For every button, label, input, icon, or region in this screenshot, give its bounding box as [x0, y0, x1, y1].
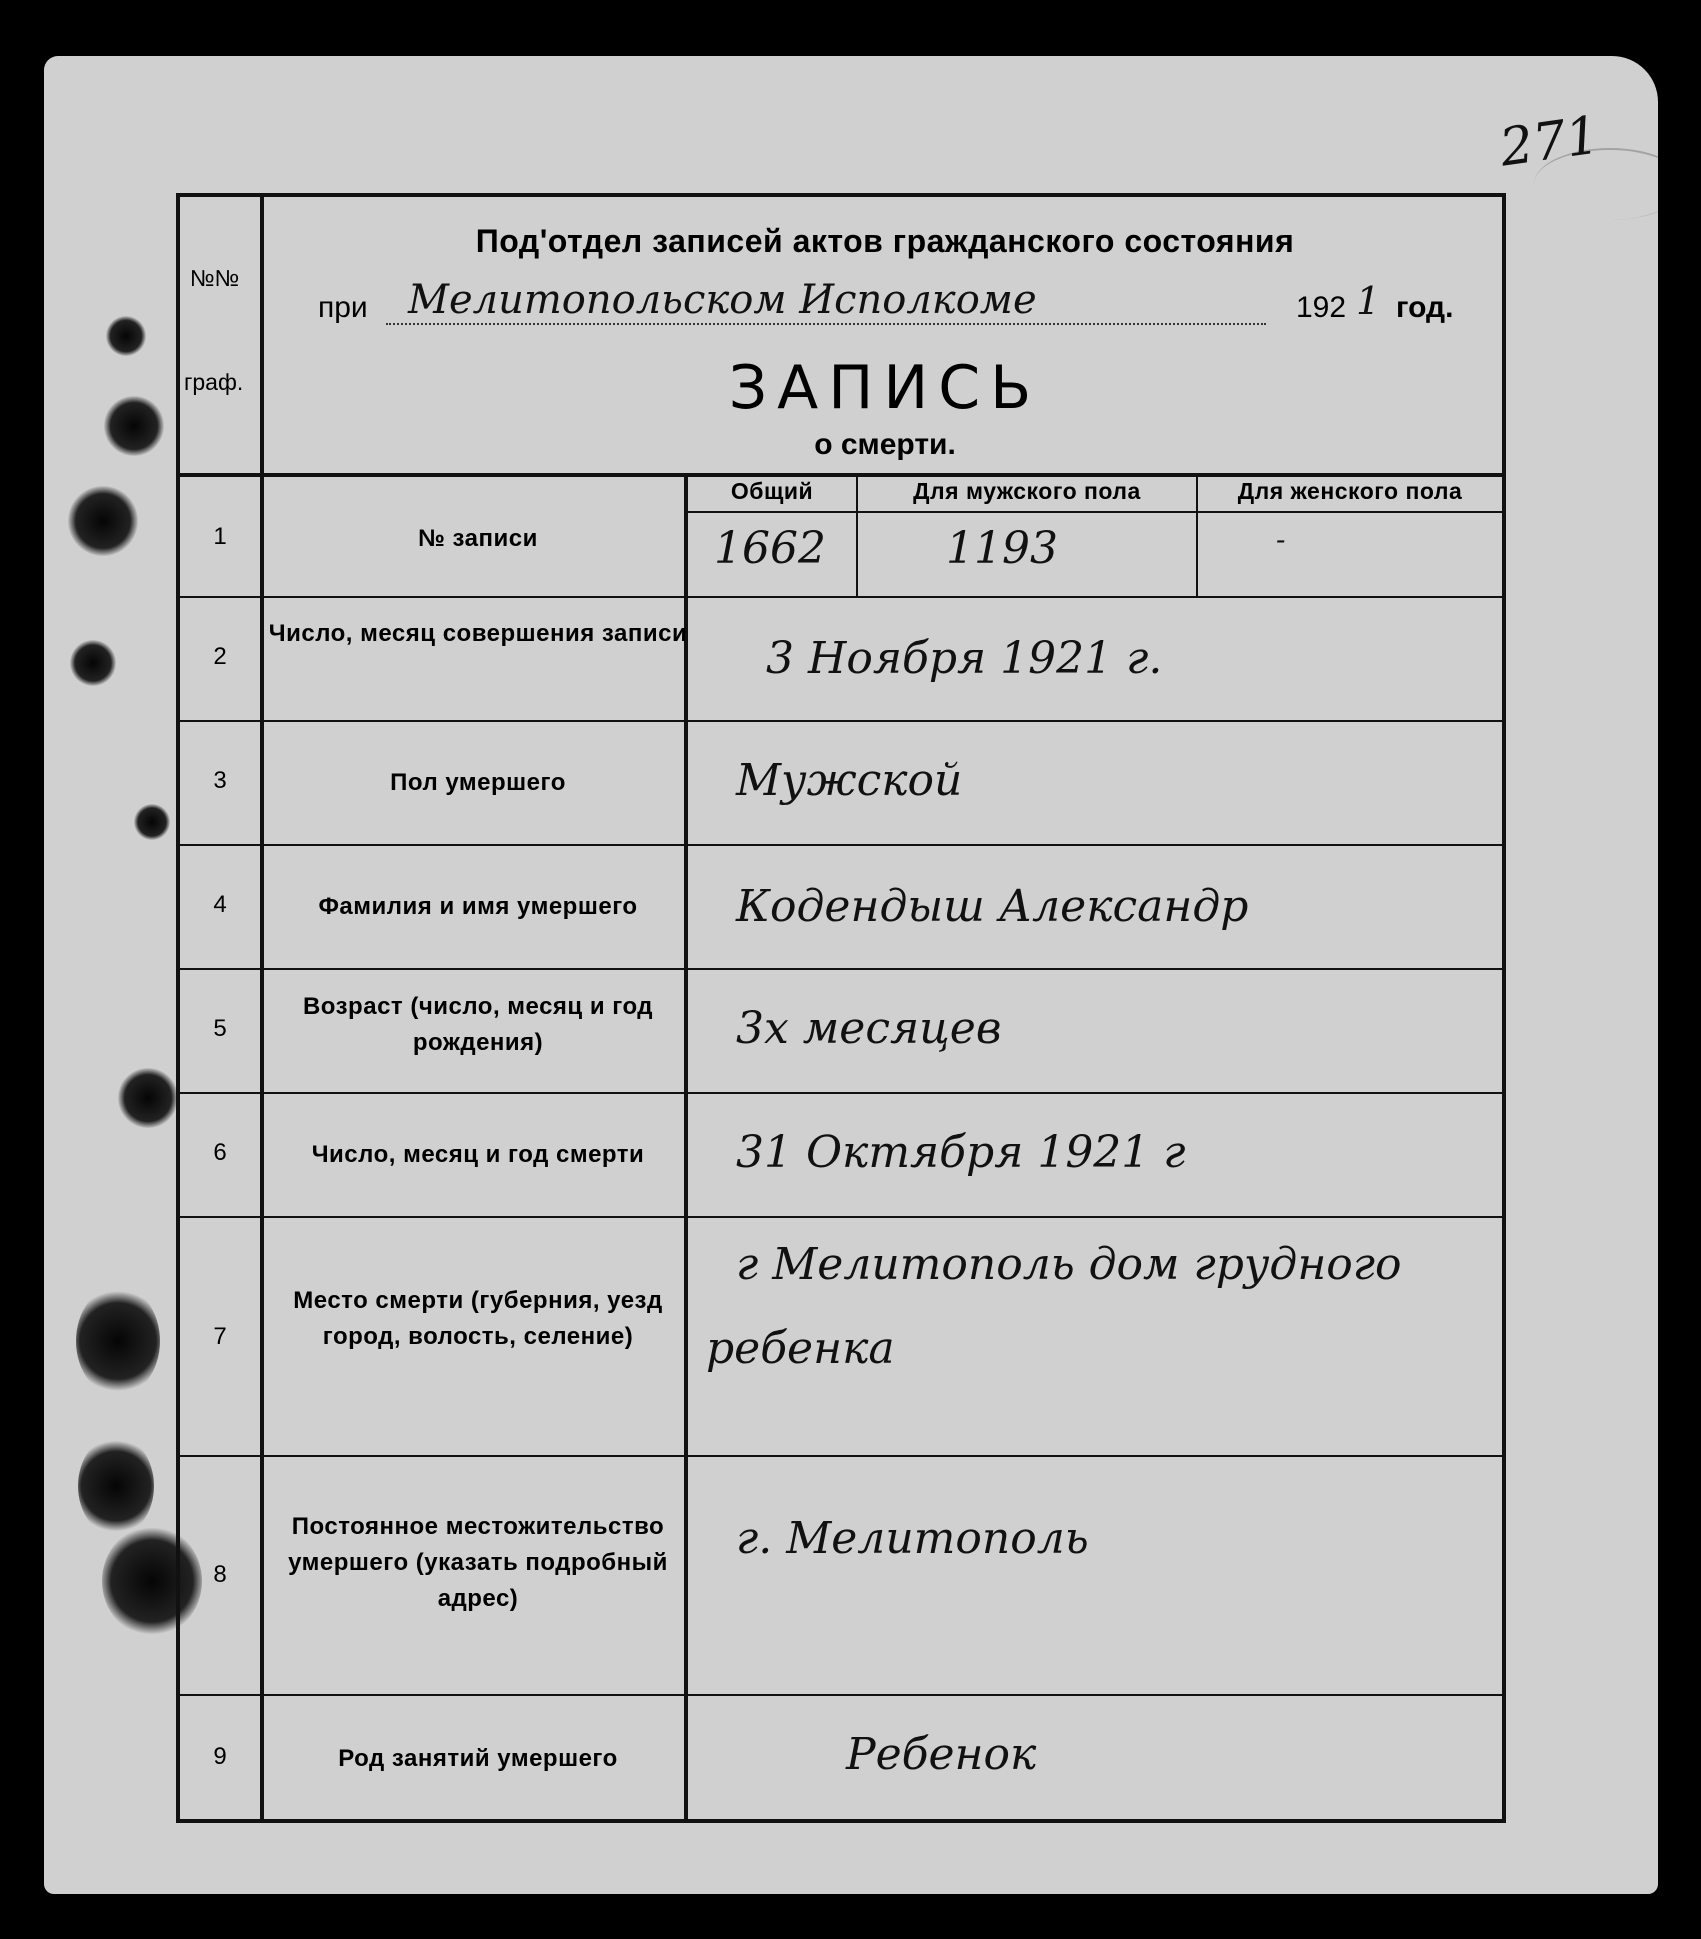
num-label-top: №№: [190, 265, 240, 291]
record-number-female: -: [1276, 523, 1286, 556]
col-header-female: Для женского пола: [1237, 478, 1463, 504]
punch-hole: [118, 1068, 178, 1128]
form-title: ЗАПИСЬ: [728, 353, 1042, 423]
deceased-name-value: Кодендыш Александр: [736, 881, 1249, 932]
record-number-male: 1193: [946, 523, 1058, 574]
row-divider: [176, 596, 1506, 598]
row-label: Число, месяц и год смерти: [311, 1141, 645, 1168]
year-digit-handwritten: 1: [1356, 279, 1381, 323]
row-number: 8: [213, 1561, 227, 1588]
row-divider: [176, 1455, 1506, 1457]
row-divider: [176, 720, 1506, 722]
row-number: 2: [213, 643, 227, 670]
frame-bottom: [176, 1819, 1506, 1823]
row-label: Число, месяц совершения записи: [268, 620, 688, 647]
pri-label: при: [318, 291, 368, 324]
punch-hole: [134, 804, 170, 840]
colhead-divider: [688, 511, 1506, 513]
year-prefix: 192: [1296, 291, 1347, 324]
punch-hole: [70, 640, 116, 686]
form-subtitle: о смерти.: [814, 428, 956, 461]
punch-hole: [78, 1436, 154, 1536]
row-divider: [176, 1694, 1506, 1696]
death-date-value: 31 Октября 1921 г: [736, 1127, 1186, 1178]
row-number: 9: [213, 1743, 227, 1770]
office-name-dotted-line: [386, 323, 1266, 325]
row-number: 3: [213, 767, 227, 794]
death-place-value-line2: ребенка: [706, 1323, 895, 1374]
row-divider: [176, 844, 1506, 846]
sex-value: Мужской: [736, 755, 963, 806]
row-label: Род занятий умершего: [338, 1745, 618, 1772]
record-number-total: 1662: [714, 523, 826, 574]
page-number: 271: [1496, 105, 1603, 179]
punch-hole: [76, 1286, 160, 1396]
row-number: 1: [213, 523, 227, 550]
row-number: 4: [213, 891, 227, 918]
header-divider: [176, 473, 1506, 477]
death-record-form: [176, 193, 1506, 1823]
row-label: Фамилия и имя умершего: [318, 893, 638, 920]
row-label: Постоянное местожительство умершего (указать подробный адрес): [288, 1513, 668, 1612]
row-divider: [176, 1092, 1506, 1094]
death-place-value-line1: г Мелитополь дом грудного: [736, 1239, 1402, 1290]
residence-value: г. Мелитополь: [736, 1513, 1089, 1564]
row-divider: [176, 968, 1506, 970]
row-label: № записи: [418, 525, 538, 552]
row-number: 5: [213, 1015, 227, 1042]
graph-number-header: [176, 193, 264, 473]
row-label: Пол умершего: [390, 769, 566, 796]
office-name-handwritten: Мелитопольском Исполкоме: [408, 277, 1037, 323]
office-line: Под'отдел записей актов гражданского состояния: [475, 223, 1295, 259]
col-header-total: Общий: [730, 478, 814, 504]
row-label: Возраст (число, месяц и год рождения): [302, 993, 654, 1056]
frame-top: [176, 193, 1506, 197]
row-label: Место смерти (губерния, уезд город, волость, селение): [293, 1287, 663, 1350]
punch-hole: [68, 486, 138, 556]
num-label-bottom: граф.: [184, 369, 244, 395]
row-number: 7: [213, 1323, 227, 1350]
year-suffix: год.: [1396, 291, 1454, 324]
punch-hole: [106, 316, 146, 356]
row-number: 6: [213, 1139, 227, 1166]
row-divider: [176, 1216, 1506, 1218]
occupation-value: Ребенок: [846, 1729, 1037, 1780]
col-header-male: Для мужского пола: [913, 478, 1141, 504]
punch-hole: [104, 396, 164, 456]
record-date-value: 3 Ноября 1921 г.: [766, 633, 1163, 684]
age-value: 3х месяцев: [736, 1003, 1002, 1054]
